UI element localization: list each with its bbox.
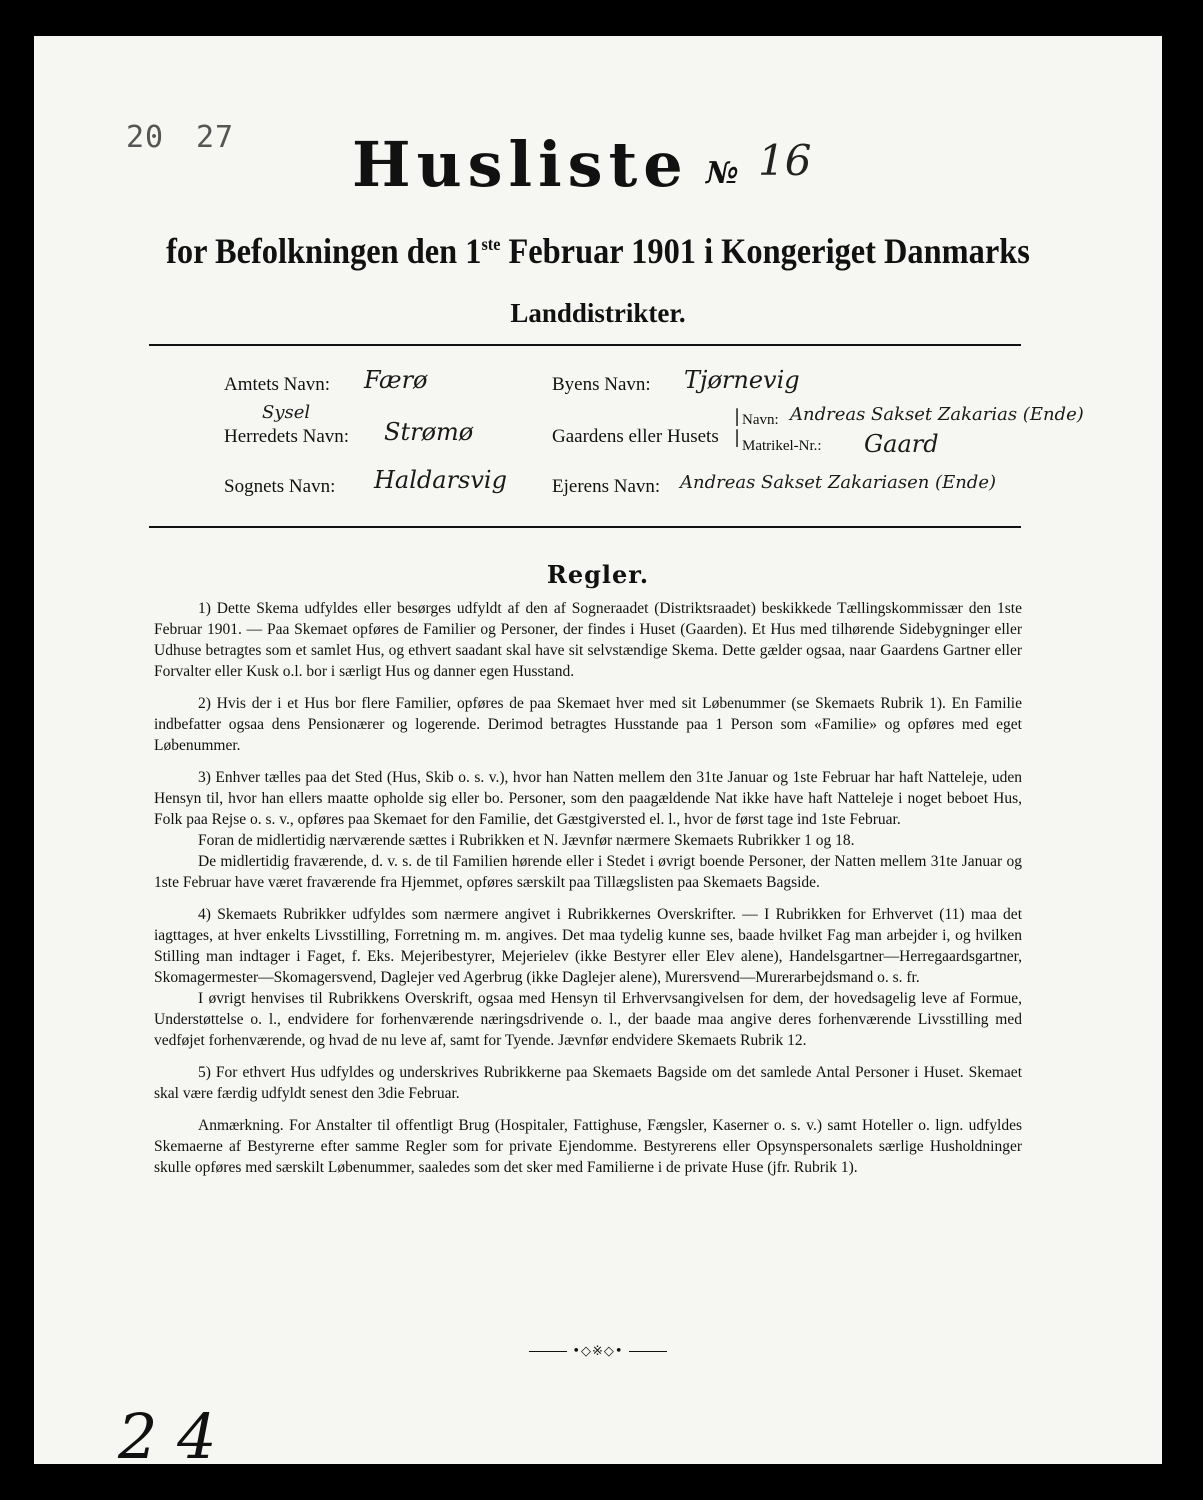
ornament-line-right [629,1351,667,1352]
sogn-value: Haldarsvig [374,466,507,494]
census-form-page [34,36,1162,1473]
gaard-label: Gaardens eller Husets [552,426,719,447]
rule-paragraph: 5) For ethvert Hus udfyldes og underskrives Rubrikkerne paa Skemaets Bagside om det samlede Antal Personer i Huset. Skemaet skal være færdig udfyldt senest den 3die Februar. [154,1064,1022,1102]
top-divider [149,344,1021,346]
sogn-label: Sognets Navn: [224,476,336,497]
ejer-value: Andreas Sakset Zakariasen (Ende) [680,472,997,493]
subtitle-pre: for Befolkningen den 1 [166,231,482,271]
number-label: № [706,156,739,191]
amt-label: Amtets Navn: [224,374,331,395]
amt-value: Færø [364,366,428,394]
ornament-glyphs: •◇※◇• [572,1344,624,1359]
rules-heading: Regler. [546,560,650,589]
subtitle-sup: ste [481,234,501,254]
herred-label: Herredets Navn: [224,426,350,447]
rule-paragraph: I øvrigt henvises til Rubrikkens Overskrift, ogsaa med Hensyn til Erhvervsangivelsen for dem, der hovedsagelig leve af Formue, Understøttelse o. l., endvidere for forhenværende næringsdrivende o. l., der baade maa angive deres forhenværende Livsstilling med vedføjet forhenværende, og hvad de nu leve af, samt for Tyende. Jævnfør endvidere Skemaets Rubrik 12. [154,990,1022,1049]
stamp-number-right: 27 [196,120,235,155]
house-number-handwritten: 16 [758,136,812,185]
rule-paragraph: 2) Hvis der i et Hus bor flere Familier, opføres de paa Skemaet hver med sit Løbenummer (se Skemaets Rubrik 1). En Familie indbefatter ogsaa dens Pensionærer og logerende. Derimod betragtes Husstande paa 1 Person som «Familie» og opføres med eget Løbenummer. [154,695,1022,754]
ejer-label: Ejerens Navn: [552,476,661,497]
by-label: Byens Navn: [552,374,651,395]
ornament-divider [34,1344,1162,1359]
rule-paragraph: De midlertidig fraværende, d. v. s. de til Familien hørende eller i Stedet i øvrigt boende Personer, der Natten mellem 31te Januar og 1ste Februar have været fraværende fra Hjemmet, opføres særskilt paa Tillægslisten paa Skemaets Bagside. [154,853,1022,891]
rule-paragraph: 3) Enhver tælles paa det Sted (Hus, Skib o. s. v.), hvor han Natten mellem den 31te Januar og 1ste Februar har haft Natteleje, uden Hensyn til, hvor han ellers maatte opholde sig eller bo. Personer, som den paagældende Nat ikke have haft Natteleje i noget beboet Hus, Folk paa Rejse o. s. v., opføres paa Skemaet for den Familie, det Gæstgiversted el. l., hvor de først tage ind 1ste Februar. [154,769,1022,828]
matrikel-label: Matrikel-Nr.: [742,438,822,454]
by-value: Tjørnevig [684,366,800,394]
rule-paragraph: 4) Skemaets Rubrikker udfyldes som nærmere angivet i Rubrikkernes Overskrifter. — I Rubrikken for Erhvervet (11) maa det iagttages, at hver enkelts Livsstilling, Forretning m. m. angives. Det maa tydelig kunne ses, baade hvilket Fag man arbejder i, og hvilken Stilling man indtager i Faget, f. Eks. Mejeribestyrer, Mejerielev (ikke Bestyrer eller Elev alene), Handelsgartner—Herregaardsgartner, Skomagermester—Skomagersvend, Daglejer ved Agerbrug (ikke Daglejer alene), Murersvend—Murerarbejdsmand o. s. fr. [154,906,1022,986]
field-brace: | | [734,406,741,448]
note-paragraph: Anmærkning. For Anstalter til offentligt Brug (Hospitaler, Fattighuse, Fængsler, Kaserner o. s. v.) samt Hoteller o. lign. udfyldes Skemaerne af Bestyrerne efter samme Regler som for private Ejendomme. Bestyrerens eller Opsynspersonalets særlige Husholdninger skulle opføres med særskilt Løbenummer, saaledes som det sker med Familierne i de private Huse (jfr. Rubrik 1). [154,1117,1022,1176]
herred-above-note: Sysel [262,402,311,423]
form-title: Husliste [352,128,689,201]
fields-divider [149,526,1021,528]
district-heading: Landdistrikter. [510,298,686,328]
form-subtitle [90,230,1105,272]
rules-text [154,598,1022,1189]
matrikel-value: Gaard [864,430,939,458]
navn-label: Navn: [742,412,779,428]
navn-value: Andreas Sakset Zakarias (Ende) [790,404,1084,425]
rule-paragraph: Foran de midlertidig nærværende sættes i Rubrikken et N. Jævnfør nærmere Skemaets Rubrikker 1 og 18. [198,832,855,849]
subtitle-post: Februar 1901 i Kongeriget Danmarks [500,231,1030,271]
ornament-line-left [529,1351,567,1352]
rule-paragraph: 1) Dette Skema udfyldes eller besørges udfyldt af den af Sogneraadet (Distriktsraadet) beskikkede Tællingskommissær den 1ste Februar 1901. — Paa Skemaet opføres de Familier og Personer, der findes i Huset (Gaarden). Et Hus med tilhørende Sidebygninger eller Udhuse betragtes som et samlet Hus, og ethvert saadant skal have sit selvstændige Skema. Dette gælder ogsaa, naar Gaardens Gartner eller Forvalter eller Kusk o.l. bor i særligt Hus og danner egen Husstand. [154,600,1022,680]
stamp-number-left: 20 [126,120,165,155]
page-number-handwritten: 2 4 [118,1400,217,1473]
herred-value: Strømø [384,418,474,446]
